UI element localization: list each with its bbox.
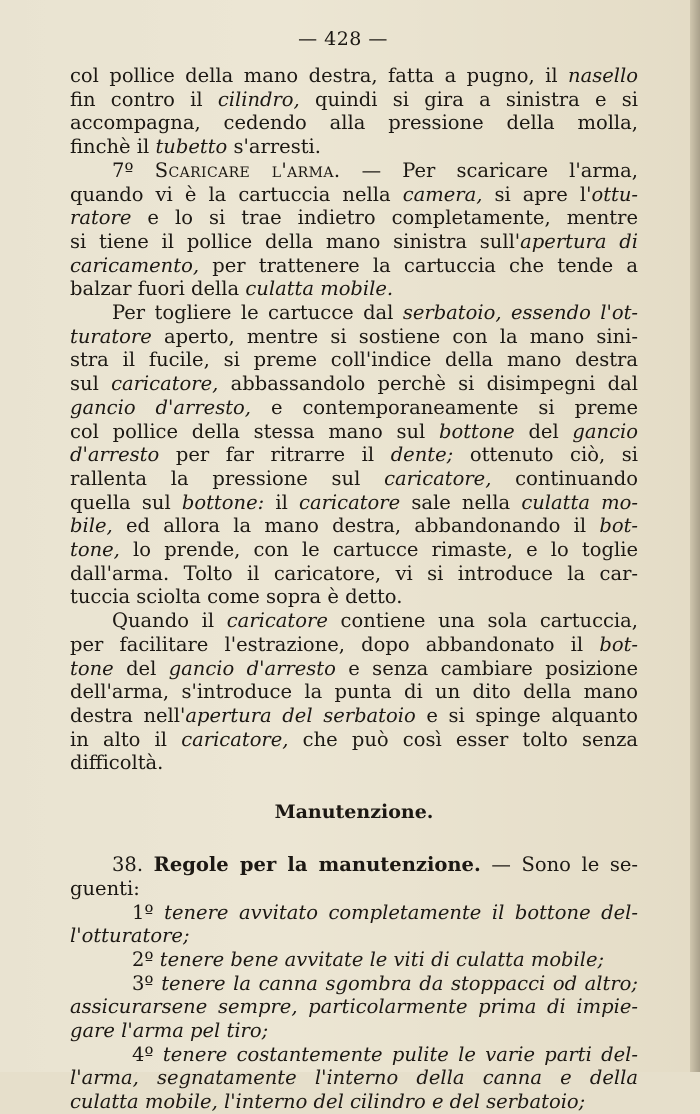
text-line bbox=[70, 348, 638, 372]
italic-term: bot- bbox=[599, 514, 638, 538]
page-number: — 428 — bbox=[298, 28, 388, 50]
text-span: e si spinge alquanto bbox=[415, 703, 638, 727]
text-line bbox=[70, 111, 638, 135]
text-span: col pollice della mano destra, fatta a pugno, il bbox=[70, 64, 569, 87]
text-line bbox=[70, 325, 638, 349]
italic-term: culatta mo- bbox=[521, 490, 638, 514]
italic-term: bottone bbox=[438, 419, 515, 443]
text-span: e contemporaneamente si preme bbox=[250, 395, 638, 419]
text-span: quindi si gira a sinistra e si bbox=[299, 87, 638, 111]
rule-item-line bbox=[70, 995, 638, 1019]
text-line bbox=[70, 728, 638, 752]
rule-title: Regole per la manutenzione. bbox=[153, 853, 481, 877]
text-line bbox=[70, 254, 638, 278]
italic-term: caricatore, bbox=[384, 466, 492, 490]
text-span: per far ritrarre il bbox=[159, 443, 391, 467]
page-body bbox=[70, 64, 638, 1114]
item-text: culatta mobile, l'interno del cilindro e del serbatoio; bbox=[70, 1090, 586, 1114]
text-span: stra il fucile, si preme coll'indice della mano destra bbox=[70, 348, 638, 372]
italic-term: caricamento, bbox=[70, 253, 200, 277]
italic-term: apertura del serbatoio bbox=[185, 703, 416, 727]
rule-item-line bbox=[70, 924, 638, 948]
italic-term: camera, bbox=[402, 182, 483, 206]
italic-term: gancio bbox=[572, 419, 638, 443]
text-line bbox=[70, 135, 638, 159]
text-line bbox=[70, 680, 638, 704]
text-span: fin contro il bbox=[70, 87, 218, 111]
text-span: tuccia sciolta come sopra è detto. bbox=[70, 585, 403, 609]
italic-term: apertura di bbox=[520, 229, 638, 253]
italic-term: dente; bbox=[390, 443, 454, 467]
text-span: — Per scaricare l'arma, bbox=[340, 158, 638, 182]
italic-term: gancio d'arresto, bbox=[70, 395, 251, 419]
text-span: il bbox=[264, 490, 300, 514]
text-span: continuando bbox=[491, 466, 638, 490]
text-span: aperto, mentre si sostiene con la mano sini- bbox=[151, 324, 638, 348]
italic-term: cilindro, bbox=[217, 87, 300, 111]
text-line bbox=[70, 420, 638, 444]
item-text: l'arma, segnatamente l'interno della canna e della bbox=[70, 1066, 638, 1090]
text-line bbox=[70, 704, 638, 728]
text-line bbox=[70, 206, 638, 230]
text-span: per trattenere la cartuccia che tende a bbox=[199, 253, 638, 277]
item-number: 3º bbox=[132, 971, 162, 995]
text-span: Quando il bbox=[112, 609, 227, 633]
text-span: difficoltà. bbox=[70, 751, 164, 775]
text-span: ottenuto ciò, si bbox=[453, 443, 638, 467]
italic-term: nasello bbox=[568, 64, 638, 87]
item-text: tenere la canna sgombra da stoppacci od altro; bbox=[161, 971, 638, 995]
item-number: 1º bbox=[132, 900, 165, 924]
text-span: Per togliere le cartucce dal bbox=[112, 301, 403, 325]
text-span: si tiene il pollice della mano sinistra sull' bbox=[70, 229, 521, 253]
italic-term: tubetto bbox=[155, 135, 228, 159]
text-span: in alto il bbox=[70, 727, 182, 751]
italic-term: caricatore, bbox=[111, 372, 219, 396]
item-text: tenere avvitato completamente il bottone del- bbox=[164, 900, 638, 924]
rule-number: 38. bbox=[112, 853, 144, 877]
text-line bbox=[70, 538, 638, 562]
rule-intro-cont: guenti: bbox=[70, 876, 140, 900]
rule-item-line bbox=[70, 1019, 638, 1043]
text-span: del bbox=[514, 419, 573, 443]
text-span: contiene una sola cartuccia, bbox=[327, 609, 638, 633]
item-number: 2º bbox=[132, 947, 160, 971]
text-span: che può così esser tolto senza bbox=[288, 727, 638, 751]
text-span: rallenta la pressione sul bbox=[70, 466, 385, 490]
text-span: quando vi è la cartuccia nella bbox=[70, 182, 403, 206]
main-text bbox=[70, 64, 638, 775]
rule-item-line bbox=[70, 1043, 638, 1067]
text-line bbox=[70, 183, 638, 207]
text-line bbox=[70, 64, 638, 88]
text-line bbox=[70, 514, 638, 538]
text-line bbox=[70, 467, 638, 491]
text-line bbox=[70, 372, 638, 396]
text-line bbox=[70, 230, 638, 254]
small-caps-title: Scaricare l'arma. bbox=[154, 158, 341, 182]
text-line bbox=[70, 491, 638, 515]
item-number: 4º bbox=[132, 1042, 163, 1066]
text-span: col pollice della stessa mano sul bbox=[70, 419, 439, 443]
italic-term: caricatore bbox=[299, 490, 401, 514]
italic-term: bot- bbox=[599, 632, 638, 656]
rule-item-line bbox=[70, 901, 638, 925]
italic-term: caricatore bbox=[226, 609, 328, 633]
section-heading: Manutenzione. bbox=[274, 801, 434, 824]
italic-term: turatore bbox=[70, 324, 152, 348]
page-edge bbox=[690, 0, 700, 1072]
item-text: assicurarsene sempre, particolarmente prima di impie- bbox=[70, 995, 638, 1019]
rule-intro-tail: — Sono le se- bbox=[480, 853, 639, 877]
italic-term: culatta mobile. bbox=[245, 277, 394, 301]
italic-term: serbatoio, essendo l'ot- bbox=[402, 301, 638, 325]
text-span: quella sul bbox=[70, 490, 182, 514]
text-span: del bbox=[113, 656, 169, 680]
text-span: accompagna, cedendo alla pressione della molla, bbox=[70, 111, 638, 135]
text-span: balzar fuori della bbox=[70, 277, 246, 301]
italic-term: bottone: bbox=[181, 490, 265, 514]
text-span: lo prende, con le cartucce rimaste, e lo toglie bbox=[119, 538, 638, 562]
text-line bbox=[70, 562, 638, 586]
text-line bbox=[70, 301, 638, 325]
text-line bbox=[70, 396, 638, 420]
italic-term: gancio d'arresto bbox=[168, 656, 336, 680]
rule-item-line bbox=[70, 1090, 638, 1114]
text-span: e senza cambiare posizione bbox=[335, 656, 639, 680]
text-span: abbassandolo perchè si disimpegni dal bbox=[218, 372, 638, 396]
rule-item-line bbox=[70, 1066, 638, 1090]
text-span: e lo si trae indietro completamente, mentre bbox=[131, 206, 638, 230]
text-span: finchè il bbox=[70, 135, 156, 159]
text-span: sul bbox=[70, 372, 112, 396]
italic-term: caricatore, bbox=[181, 727, 289, 751]
item-text: l'otturatore; bbox=[70, 924, 190, 948]
italic-term: ratore bbox=[70, 206, 132, 230]
item-text: gare l'arma pel tiro; bbox=[70, 1019, 269, 1043]
italic-term: bile, bbox=[70, 514, 113, 538]
text-span: ed allora la mano destra, abbandonando il bbox=[112, 514, 600, 538]
text-span: s'arresti. bbox=[227, 135, 321, 159]
text-line bbox=[70, 657, 638, 681]
italic-term: ottu- bbox=[591, 182, 639, 206]
rule-items bbox=[70, 901, 638, 1114]
rule-item-line bbox=[70, 972, 638, 996]
text-span: dell'arma, s'introduce la punta di un dito della mano bbox=[70, 680, 638, 704]
text-line bbox=[70, 751, 638, 775]
text-span: sale nella bbox=[400, 490, 522, 514]
italic-term: d'arresto bbox=[70, 443, 160, 467]
item-text: tenere costantemente pulite le varie parti del- bbox=[162, 1042, 638, 1066]
rule-item-line bbox=[70, 948, 638, 972]
item-text: tenere bene avvitate le viti di culatta mobile; bbox=[159, 947, 605, 971]
text-span: per facilitare l'estrazione, dopo abbandonato il bbox=[70, 632, 600, 656]
text-span: destra nell' bbox=[70, 703, 186, 727]
text-line bbox=[70, 277, 638, 301]
text-line bbox=[70, 443, 638, 467]
italic-term: tone bbox=[70, 656, 114, 680]
text-line bbox=[70, 585, 638, 609]
text-line bbox=[70, 88, 638, 112]
text-line bbox=[70, 633, 638, 657]
text-line bbox=[70, 609, 638, 633]
text-span: dall'arma. Tolto il caricatore, vi si introduce la car- bbox=[70, 561, 638, 585]
rule-line bbox=[70, 853, 638, 877]
text-line bbox=[70, 159, 638, 183]
text-span: 7º bbox=[112, 158, 155, 182]
text-span: si apre l' bbox=[482, 182, 592, 206]
italic-term: tone, bbox=[70, 538, 120, 562]
